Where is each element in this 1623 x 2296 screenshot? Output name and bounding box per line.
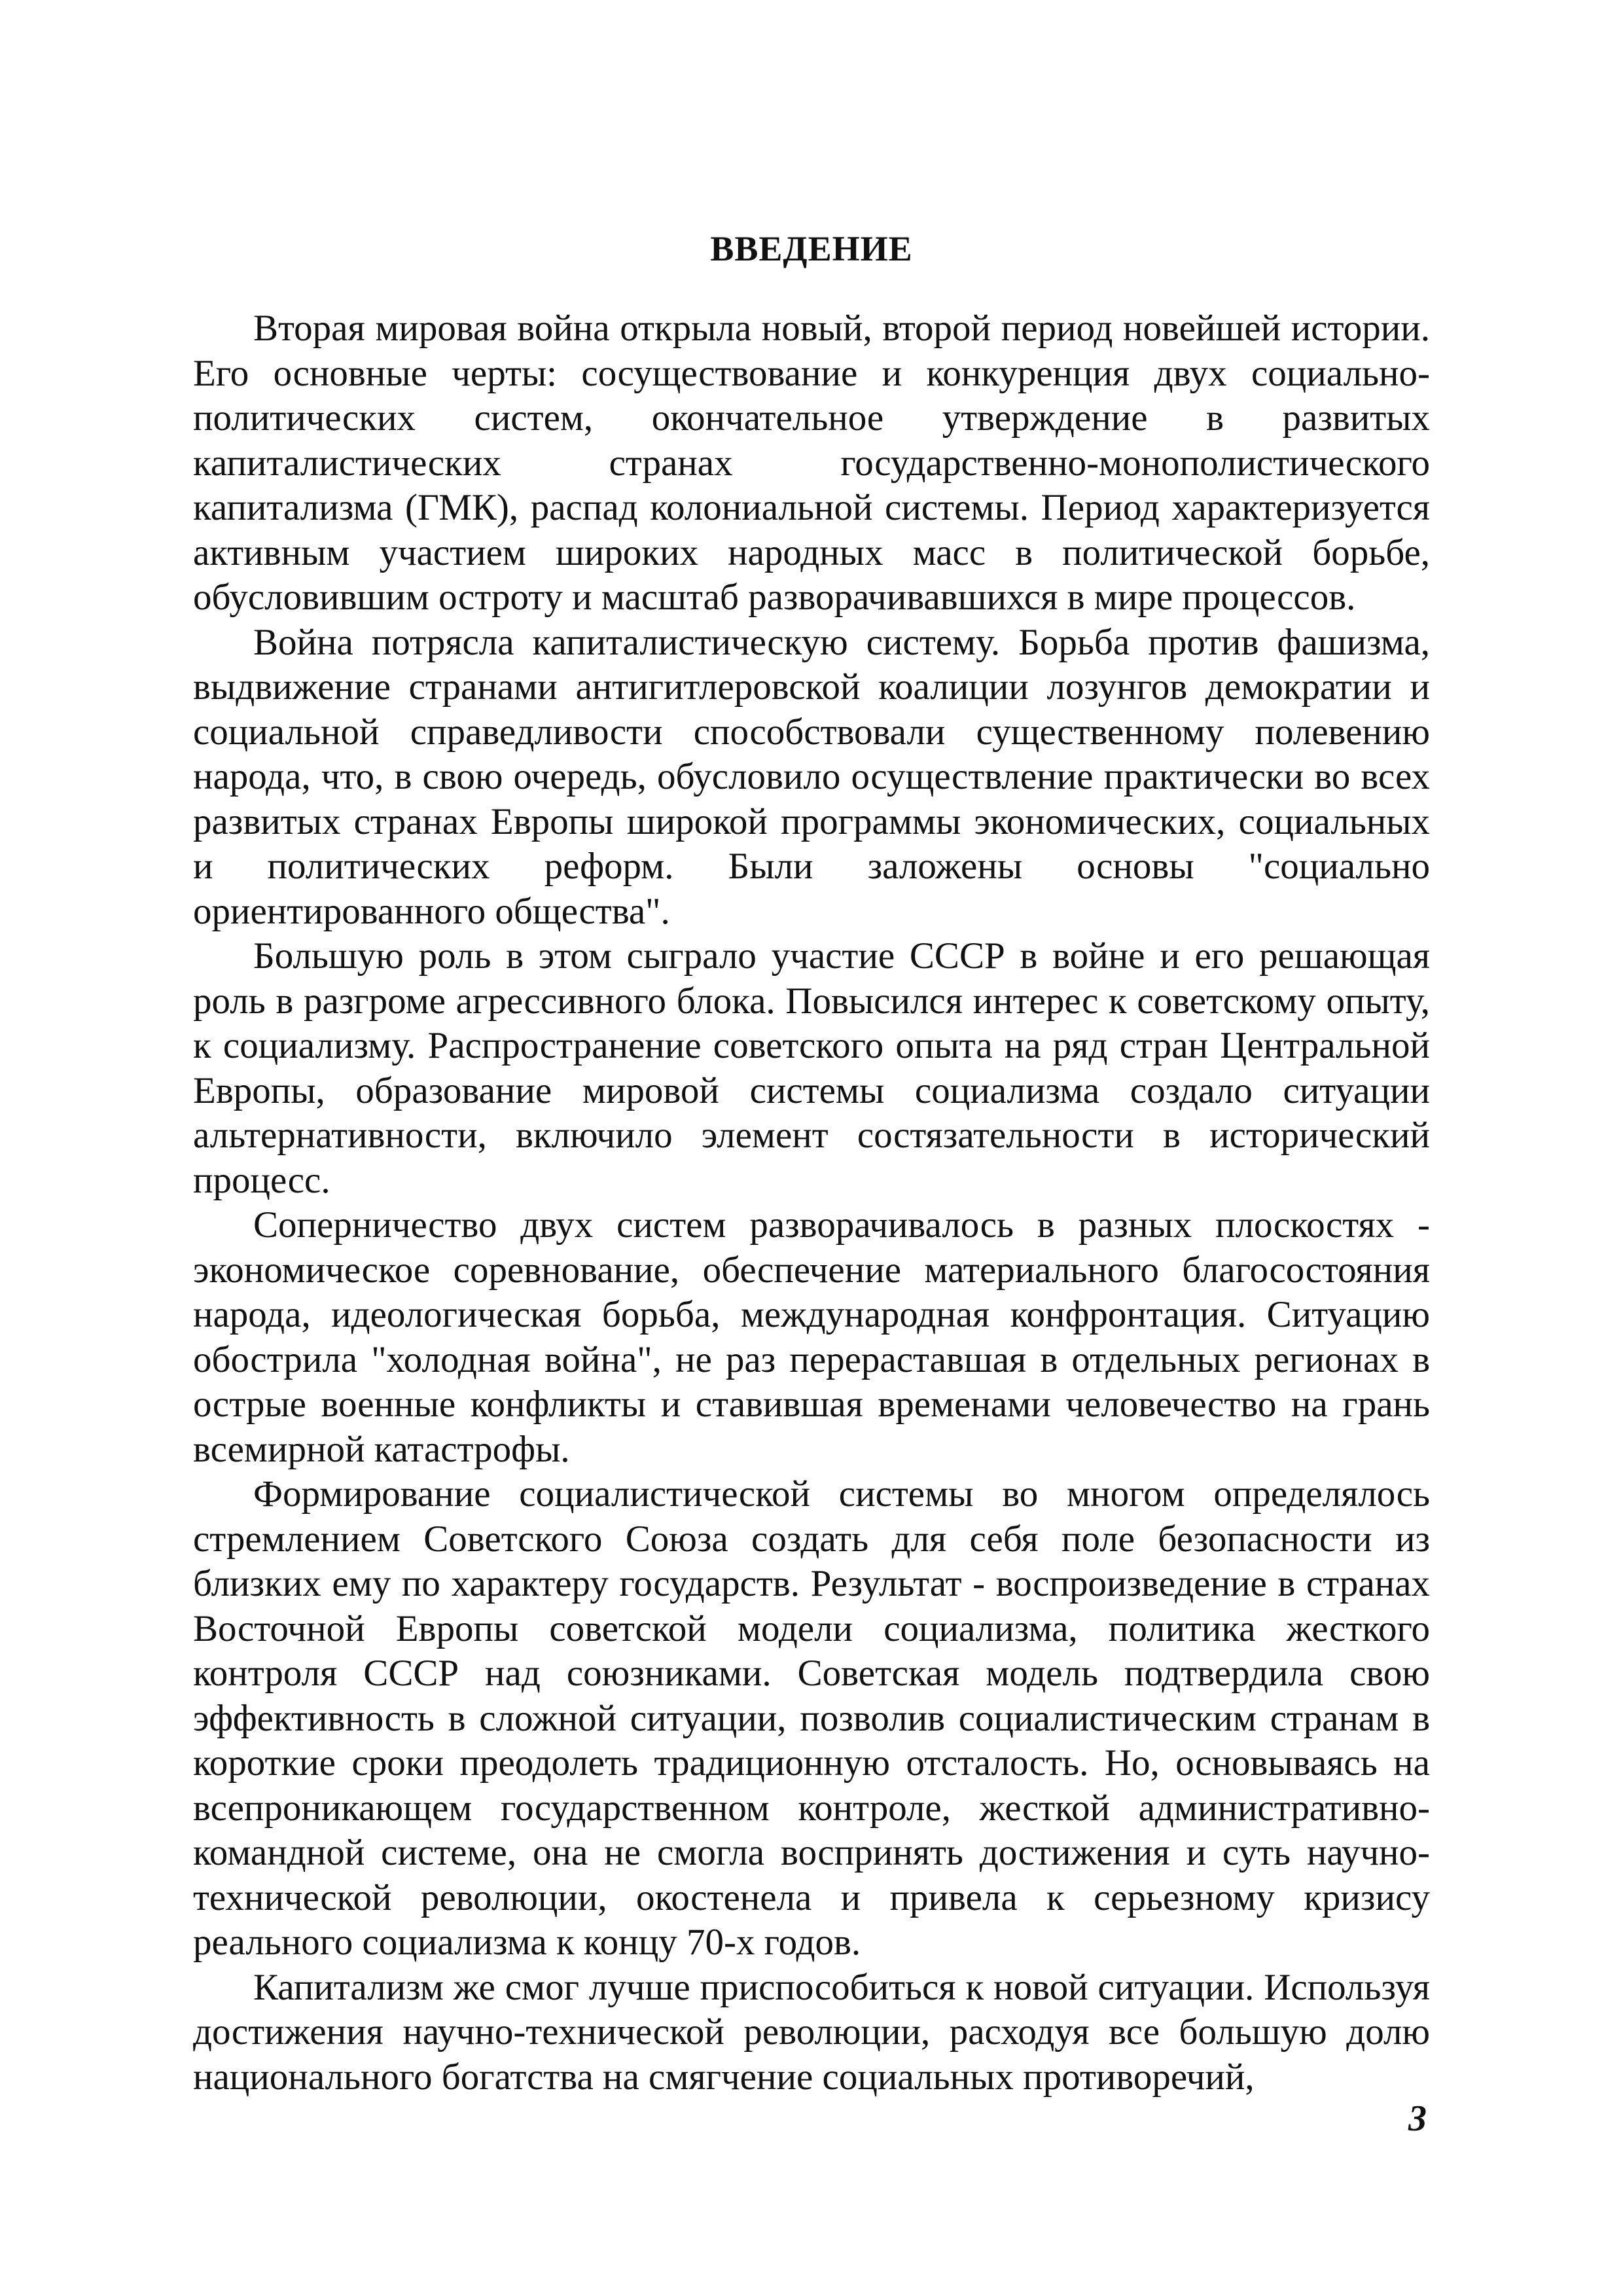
paragraph: Соперничество двух систем разворачивалось в разных плоскостях - экономическое соревнование, обеспечение материального благосостояния народа, идеологическая борьба, международная конфронтация. Ситуацию обострила "холодная война", не раз перераставшая в отдельных регионах в острые военные конфликты и ставившая временами человечество на грань всемирной катастрофы. xyxy=(193,1204,1430,1470)
paragraph: Вторая мировая война открыла новый, второй период новейшей истории. Его основные черты: сосуществование и конкуренция двух социально-политических систем, окончательное утверждение в развитых капиталистических странах государственно-монополистического капитализма (ГМК), распад колониальной системы. Период характеризуется активным участием широких народных масс в политической борьбе, обусловившим остроту и масштаб разворачивавшихся в мире процессов. xyxy=(193,308,1430,618)
paragraph: Формирование социалистической системы во многом определялось стремлением Советского Союза создать для себя поле безопасности из близких ему по характеру государств. Результат - воспроизведение в странах Восточной Европы советской модели социализма, политика жесткого контроля СССР над союзниками. Советская модель подтвердила свою эффективность в сложной ситуации, позволив социалистическим странам в короткие сроки преодолеть традиционную отсталость. Но, основываясь на всепроникающем государственном контроле, жесткой административно-командной системе, она не смогла воспринять достижения и суть научно-технической революции, окостенела и привела к серьезному кризису реального социализма к концу 70-х годов. xyxy=(193,1473,1430,1963)
page-number: 3 xyxy=(1408,2098,1427,2139)
paragraph: Капитализм же смог лучше приспособиться к новой ситуации. Используя достижения научно-технической революции, расходуя все большую долю национального богатства на смягчение социальных противоречий, xyxy=(193,1966,1430,2098)
body-text xyxy=(193,306,1430,2100)
paragraph: Война потрясла капиталистическую систему. Борьба против фашизма, выдвижение странами антигитлеровской коалиции лозунгов демократии и социальной справедливости способствовали существенному полевению народа, что, в свою очередь, обусловило осуществление практически во всех развитых странах Европы широкой программы экономических, социальных и политических реформ. Были заложены основы "социально ориентированного общества". xyxy=(193,621,1430,932)
page-title: ВВЕДЕНИЕ xyxy=(710,229,913,268)
paragraph: Большую роль в этом сыграло участие СССР в войне и его решающая роль в разгроме агрессивного блока. Повысился интерес к советскому опыту, к социализму. Распространение советского опыта на ряд стран Центральной Европы, образование мировой системы социализма создало ситуации альтернативности, включило элемент состязательности в исторический процесс. xyxy=(193,935,1430,1201)
